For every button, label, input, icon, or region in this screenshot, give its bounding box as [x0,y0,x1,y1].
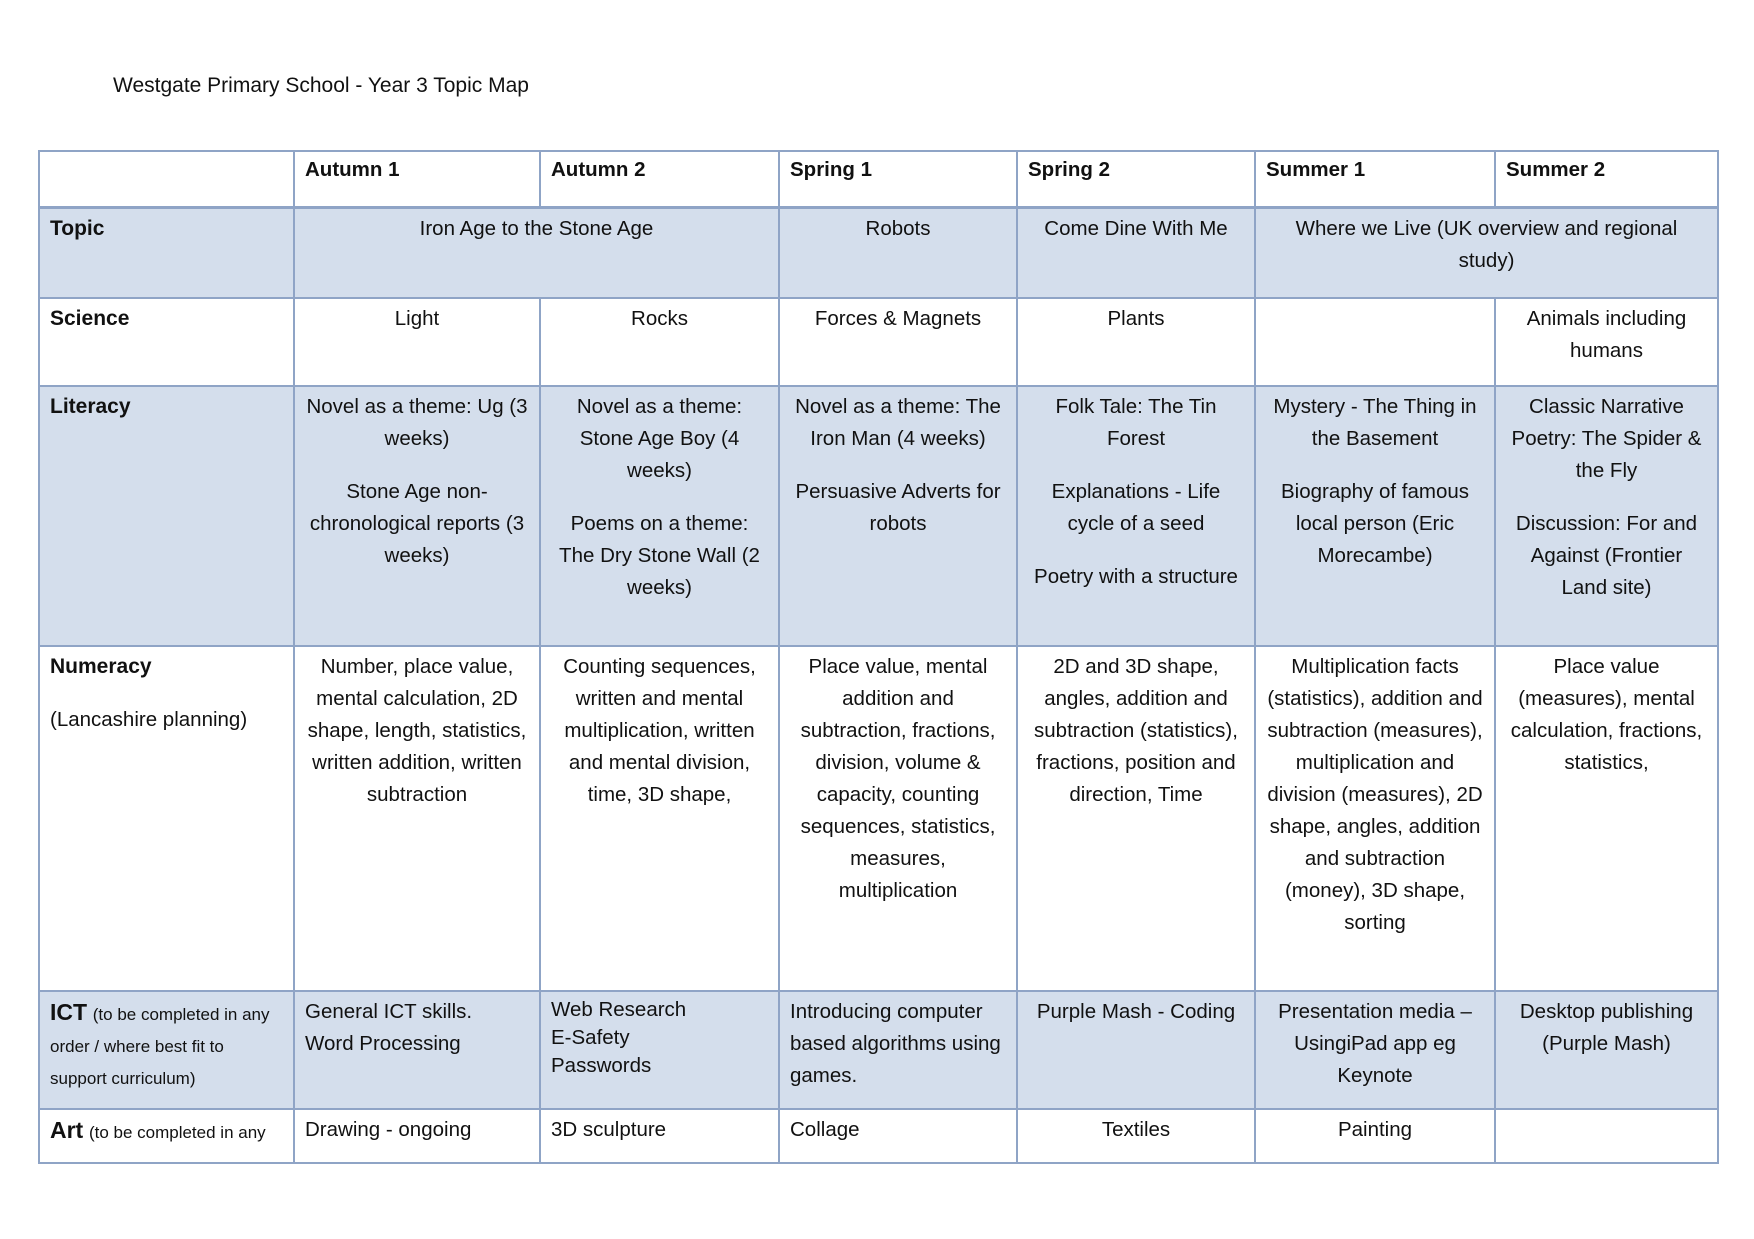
document-title: Westgate Primary School - Year 3 Topic Map [113,74,529,97]
literacy-row [39,386,1718,646]
ict-cell-autumn-2 [540,991,779,1109]
ict-row [39,991,1718,1109]
ict-cell-summer-2 [1495,991,1718,1109]
header-cell-summer-2: Summer 2 [1495,151,1718,208]
literacy-unit: Stone Age non-chronological reports (3 weeks) [309,480,525,567]
topic-cell-summer: Where we Live (UK overview and regional study) [1255,208,1718,299]
literacy-cell-spring-2 [1017,386,1255,646]
literacy-cell-autumn-1 [294,386,540,646]
literacy-cell-autumn-2 [540,386,779,646]
science-cell-autumn-1: Light [294,298,540,386]
numeracy-cell-autumn-2: Counting sequences, written and mental multiplication, written and mental division, time, 3D shape, [540,646,779,991]
ict-item: Web Research [551,998,687,1021]
ict-item: Word Processing [305,1032,461,1055]
ict-item: Purple Mash - Coding [1036,1000,1236,1023]
topic-cell-autumn: Iron Age to the Stone Age [294,208,779,299]
art-cell-summer-1: Painting [1255,1109,1495,1163]
header-row [39,151,1718,208]
header-cell-summer-1: Summer 1 [1255,151,1495,208]
row-label-note: (to be completed in any [88,1123,266,1142]
literacy-cell-spring-1 [779,386,1017,646]
art-cell-summer-2 [1495,1109,1718,1163]
row-label-note: (Lancashire planning) [50,708,248,731]
numeracy-cell-summer-2: Place value (measures), mental calculation, fractions, statistics, [1495,646,1718,991]
row-label-text: ICT [50,999,88,1025]
literacy-cell-summer-1 [1255,386,1495,646]
header-cell-autumn-1: Autumn 1 [294,151,540,208]
literacy-unit: Explanations - Life cycle of a seed [1051,480,1221,535]
science-cell-spring-1: Forces & Magnets [779,298,1017,386]
literacy-unit: Discussion: For and Against (Frontier Land site) [1515,512,1698,599]
numeracy-cell-spring-1: Place value, mental addition and subtraction, fractions, division, volume & capacity, counting sequences, statistics, measures, multiplication [779,646,1017,991]
ict-item: Desktop publishing (Purple Mash) [1519,1000,1694,1055]
topic-map-table [38,150,1719,1164]
ict-cell-spring-2 [1017,991,1255,1109]
science-row [39,298,1718,386]
header-cell-empty [39,151,294,208]
literacy-unit: Novel as a theme: Stone Age Boy (4 weeks) [576,395,743,482]
numeracy-cell-spring-2: 2D and 3D shape, angles, addition and subtraction (statistics), fractions, position and direction, Time [1017,646,1255,991]
numeracy-cell-autumn-1: Number, place value, mental calculation, 2D shape, length, statistics, written addition, written subtraction [294,646,540,991]
header-cell-spring-1: Spring 1 [779,151,1017,208]
literacy-unit: Novel as a theme: Ug (3 weeks) [306,395,528,450]
literacy-cell-summer-2 [1495,386,1718,646]
literacy-unit: Poetry with a structure [1034,565,1238,588]
numeracy-row [39,646,1718,991]
row-label-topic [39,208,294,299]
art-row [39,1109,1718,1163]
row-label-text: Numeracy [50,655,152,678]
literacy-unit: Novel as a theme: The Iron Man (4 weeks) [795,395,1001,450]
literacy-unit: Persuasive Adverts for robots [795,480,1001,535]
art-cell-spring-1: Collage [779,1109,1017,1163]
ict-item: Passwords [551,1054,652,1077]
science-cell-spring-2: Plants [1017,298,1255,386]
row-label-text: Topic [50,217,105,240]
literacy-unit: Biography of famous local person (Eric Morecambe) [1280,480,1470,567]
literacy-unit: Folk Tale: The Tin Forest [1055,395,1217,450]
topic-row [39,208,1718,299]
row-label-numeracy [39,646,294,991]
science-cell-autumn-2: Rocks [540,298,779,386]
header-cell-spring-2: Spring 2 [1017,151,1255,208]
ict-item: Introducing computer based algorithms using games. [790,1000,1001,1087]
art-cell-spring-2: Textiles [1017,1109,1255,1163]
literacy-unit: Poems on a theme: The Dry Stone Wall (2 weeks) [559,512,760,599]
literacy-unit: Classic Narrative Poetry: The Spider & the Fly [1511,395,1702,482]
numeracy-cell-summer-1: Multiplication facts (statistics), addition and subtraction (measures), multiplication and division (measures), 2D shape, angles, addition and subtraction (money), 3D shape, sorting [1255,646,1495,991]
row-label-science [39,298,294,386]
ict-item: General ICT skills. [305,1000,473,1023]
ict-item: Presentation media – UsingiPad app eg Keynote [1278,1000,1472,1087]
science-cell-summer-2: Animals including humans [1495,298,1718,386]
art-cell-autumn-2: 3D sculpture [540,1109,779,1163]
row-label-literacy [39,386,294,646]
row-label-ict [39,991,294,1109]
row-label-note: (to be completed in any order / where best fit to support curriculum) [50,1005,270,1088]
row-label-text: Science [50,307,130,330]
ict-cell-autumn-1 [294,991,540,1109]
row-label-text: Literacy [50,395,131,418]
topic-cell-spring-1: Robots [779,208,1017,299]
ict-item: E-Safety [551,1026,630,1049]
ict-cell-spring-1 [779,991,1017,1109]
ict-cell-summer-1 [1255,991,1495,1109]
art-cell-autumn-1: Drawing - ongoing [294,1109,540,1163]
row-label-art [39,1109,294,1163]
row-label-text: Art [50,1117,84,1143]
topic-cell-spring-2: Come Dine With Me [1017,208,1255,299]
header-cell-autumn-2: Autumn 2 [540,151,779,208]
science-cell-summer-1 [1255,298,1495,386]
literacy-unit: Mystery - The Thing in the Basement [1273,395,1477,450]
